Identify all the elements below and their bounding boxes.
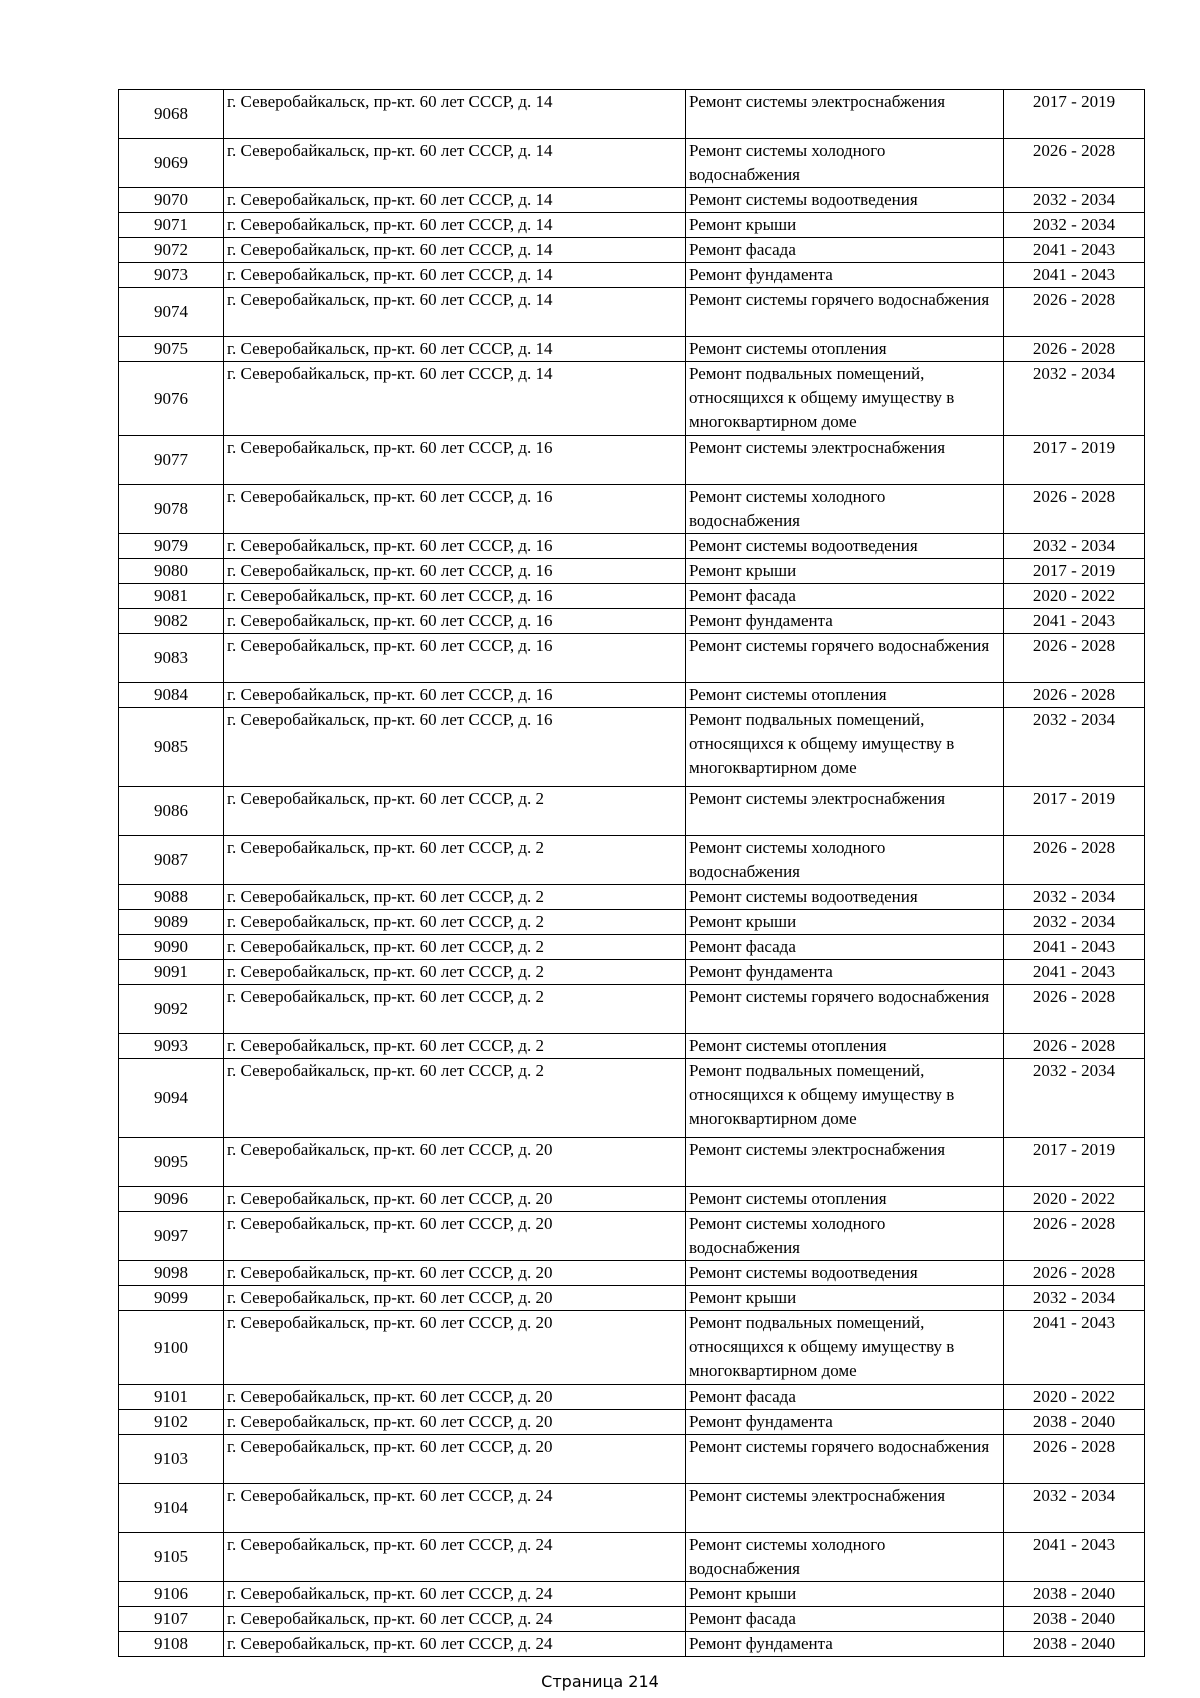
table-row xyxy=(119,90,1145,139)
period-cell: 2026 - 2028 xyxy=(1004,139,1145,188)
period-cell: 2032 - 2034 xyxy=(1004,1484,1145,1533)
row-number-cell: 9096 xyxy=(119,1187,224,1212)
table-row xyxy=(119,559,1145,584)
table-row xyxy=(119,1212,1145,1261)
row-number-cell: 9072 xyxy=(119,238,224,263)
address-cell: г. Северобайкальск, пр-кт. 60 лет СССР, д. 2 xyxy=(224,787,686,836)
work-type-cell: Ремонт системы холодного водоснабжения xyxy=(686,1212,1004,1261)
row-number-cell: 9086 xyxy=(119,787,224,836)
period-cell: 2026 - 2028 xyxy=(1004,1212,1145,1261)
address-cell: г. Северобайкальск, пр-кт. 60 лет СССР, д. 14 xyxy=(224,362,686,436)
period-cell: 2026 - 2028 xyxy=(1004,1435,1145,1484)
address-cell: г. Северобайкальск, пр-кт. 60 лет СССР, д. 2 xyxy=(224,910,686,935)
row-number-cell: 9079 xyxy=(119,534,224,559)
period-cell: 2041 - 2043 xyxy=(1004,263,1145,288)
table-row xyxy=(119,1632,1145,1657)
address-cell: г. Северобайкальск, пр-кт. 60 лет СССР, д. 14 xyxy=(224,139,686,188)
period-cell: 2038 - 2040 xyxy=(1004,1632,1145,1657)
period-cell: 2026 - 2028 xyxy=(1004,836,1145,885)
table-row xyxy=(119,362,1145,436)
work-type-cell: Ремонт фасада xyxy=(686,1607,1004,1632)
row-number-cell: 9074 xyxy=(119,288,224,337)
address-cell: г. Северобайкальск, пр-кт. 60 лет СССР, д. 16 xyxy=(224,534,686,559)
row-number-cell: 9078 xyxy=(119,485,224,534)
address-cell: г. Северобайкальск, пр-кт. 60 лет СССР, д. 20 xyxy=(224,1187,686,1212)
work-type-cell: Ремонт системы электроснабжения xyxy=(686,436,1004,485)
address-cell: г. Северобайкальск, пр-кт. 60 лет СССР, д. 2 xyxy=(224,1034,686,1059)
work-type-cell: Ремонт системы холодного водоснабжения xyxy=(686,836,1004,885)
address-cell: г. Северобайкальск, пр-кт. 60 лет СССР, д. 14 xyxy=(224,263,686,288)
address-cell: г. Северобайкальск, пр-кт. 60 лет СССР, д. 2 xyxy=(224,836,686,885)
table-row xyxy=(119,1484,1145,1533)
row-number-cell: 9068 xyxy=(119,90,224,139)
work-type-cell: Ремонт системы электроснабжения xyxy=(686,787,1004,836)
row-number-cell: 9081 xyxy=(119,584,224,609)
work-type-cell: Ремонт системы холодного водоснабжения xyxy=(686,139,1004,188)
work-type-cell: Ремонт системы водоотведения xyxy=(686,188,1004,213)
work-type-cell: Ремонт системы холодного водоснабжения xyxy=(686,485,1004,534)
period-cell: 2041 - 2043 xyxy=(1004,960,1145,985)
period-cell: 2041 - 2043 xyxy=(1004,238,1145,263)
work-type-cell: Ремонт крыши xyxy=(686,213,1004,238)
period-cell: 2032 - 2034 xyxy=(1004,910,1145,935)
table-row xyxy=(119,634,1145,683)
work-type-cell: Ремонт системы электроснабжения xyxy=(686,90,1004,139)
period-cell: 2017 - 2019 xyxy=(1004,436,1145,485)
address-cell: г. Северобайкальск, пр-кт. 60 лет СССР, д. 16 xyxy=(224,634,686,683)
table-row xyxy=(119,436,1145,485)
period-cell: 2026 - 2028 xyxy=(1004,485,1145,534)
table-row xyxy=(119,1138,1145,1187)
row-number-cell: 9080 xyxy=(119,559,224,584)
table-row xyxy=(119,1059,1145,1138)
work-type-cell: Ремонт системы горячего водоснабжения xyxy=(686,1435,1004,1484)
table-row xyxy=(119,683,1145,708)
address-cell: г. Северобайкальск, пр-кт. 60 лет СССР, д. 20 xyxy=(224,1311,686,1385)
address-cell: г. Северобайкальск, пр-кт. 60 лет СССР, д. 16 xyxy=(224,609,686,634)
period-cell: 2041 - 2043 xyxy=(1004,1311,1145,1385)
address-cell: г. Северобайкальск, пр-кт. 60 лет СССР, д. 20 xyxy=(224,1410,686,1435)
table-row xyxy=(119,836,1145,885)
period-cell: 2026 - 2028 xyxy=(1004,634,1145,683)
row-number-cell: 9105 xyxy=(119,1533,224,1582)
table-row xyxy=(119,1607,1145,1632)
row-number-cell: 9071 xyxy=(119,213,224,238)
work-type-cell: Ремонт крыши xyxy=(686,1286,1004,1311)
work-type-cell: Ремонт подвальных помещений, относящихся к общему имуществу в многоквартирном доме xyxy=(686,1311,1004,1385)
row-number-cell: 9085 xyxy=(119,708,224,787)
work-type-cell: Ремонт подвальных помещений, относящихся к общему имуществу в многоквартирном доме xyxy=(686,362,1004,436)
address-cell: г. Северобайкальск, пр-кт. 60 лет СССР, д. 2 xyxy=(224,960,686,985)
row-number-cell: 9094 xyxy=(119,1059,224,1138)
work-type-cell: Ремонт подвальных помещений, относящихся к общему имуществу в многоквартирном доме xyxy=(686,1059,1004,1138)
row-number-cell: 9098 xyxy=(119,1261,224,1286)
address-cell: г. Северобайкальск, пр-кт. 60 лет СССР, д. 14 xyxy=(224,213,686,238)
work-type-cell: Ремонт системы отопления xyxy=(686,1034,1004,1059)
table-row xyxy=(119,213,1145,238)
row-number-cell: 9104 xyxy=(119,1484,224,1533)
period-cell: 2020 - 2022 xyxy=(1004,1385,1145,1410)
work-type-cell: Ремонт фундамента xyxy=(686,960,1004,985)
address-cell: г. Северобайкальск, пр-кт. 60 лет СССР, д. 20 xyxy=(224,1138,686,1187)
table-row xyxy=(119,708,1145,787)
address-cell: г. Северобайкальск, пр-кт. 60 лет СССР, д. 16 xyxy=(224,485,686,534)
address-cell: г. Северобайкальск, пр-кт. 60 лет СССР, д. 16 xyxy=(224,708,686,787)
table-row xyxy=(119,1435,1145,1484)
table-row xyxy=(119,885,1145,910)
table-row xyxy=(119,534,1145,559)
period-cell: 2032 - 2034 xyxy=(1004,1286,1145,1311)
period-cell: 2032 - 2034 xyxy=(1004,213,1145,238)
period-cell: 2032 - 2034 xyxy=(1004,885,1145,910)
address-cell: г. Северобайкальск, пр-кт. 60 лет СССР, д. 14 xyxy=(224,337,686,362)
row-number-cell: 9073 xyxy=(119,263,224,288)
table-row xyxy=(119,1385,1145,1410)
work-type-cell: Ремонт системы горячего водоснабжения xyxy=(686,288,1004,337)
address-cell: г. Северобайкальск, пр-кт. 60 лет СССР, д. 20 xyxy=(224,1435,686,1484)
page-number: Страница 214 xyxy=(541,1672,659,1691)
address-cell: г. Северобайкальск, пр-кт. 60 лет СССР, д. 20 xyxy=(224,1385,686,1410)
address-cell: г. Северобайкальск, пр-кт. 60 лет СССР, д. 2 xyxy=(224,1059,686,1138)
row-number-cell: 9103 xyxy=(119,1435,224,1484)
row-number-cell: 9093 xyxy=(119,1034,224,1059)
work-type-cell: Ремонт системы электроснабжения xyxy=(686,1138,1004,1187)
row-number-cell: 9089 xyxy=(119,910,224,935)
row-number-cell: 9087 xyxy=(119,836,224,885)
address-cell: г. Северобайкальск, пр-кт. 60 лет СССР, д. 16 xyxy=(224,584,686,609)
table-row xyxy=(119,1034,1145,1059)
period-cell: 2032 - 2034 xyxy=(1004,708,1145,787)
row-number-cell: 9095 xyxy=(119,1138,224,1187)
table-row xyxy=(119,985,1145,1034)
table-row xyxy=(119,1410,1145,1435)
period-cell: 2041 - 2043 xyxy=(1004,1533,1145,1582)
period-cell: 2038 - 2040 xyxy=(1004,1607,1145,1632)
work-type-cell: Ремонт системы горячего водоснабжения xyxy=(686,634,1004,683)
table-row xyxy=(119,288,1145,337)
address-cell: г. Северобайкальск, пр-кт. 60 лет СССР, д. 16 xyxy=(224,559,686,584)
period-cell: 2038 - 2040 xyxy=(1004,1410,1145,1435)
address-cell: г. Северобайкальск, пр-кт. 60 лет СССР, д. 24 xyxy=(224,1484,686,1533)
table-row xyxy=(119,1311,1145,1385)
address-cell: г. Северобайкальск, пр-кт. 60 лет СССР, д. 14 xyxy=(224,288,686,337)
table-row xyxy=(119,787,1145,836)
row-number-cell: 9100 xyxy=(119,1311,224,1385)
table-row xyxy=(119,609,1145,634)
work-type-cell: Ремонт крыши xyxy=(686,910,1004,935)
table-row xyxy=(119,1187,1145,1212)
work-type-cell: Ремонт системы холодного водоснабжения xyxy=(686,1533,1004,1582)
period-cell: 2020 - 2022 xyxy=(1004,1187,1145,1212)
address-cell: г. Северобайкальск, пр-кт. 60 лет СССР, д. 16 xyxy=(224,683,686,708)
table-row xyxy=(119,1533,1145,1582)
table-row xyxy=(119,1261,1145,1286)
address-cell: г. Северобайкальск, пр-кт. 60 лет СССР, д. 2 xyxy=(224,935,686,960)
address-cell: г. Северобайкальск, пр-кт. 60 лет СССР, д. 24 xyxy=(224,1582,686,1607)
period-cell: 2041 - 2043 xyxy=(1004,935,1145,960)
period-cell: 2017 - 2019 xyxy=(1004,559,1145,584)
work-type-cell: Ремонт системы водоотведения xyxy=(686,534,1004,559)
work-type-cell: Ремонт системы электроснабжения xyxy=(686,1484,1004,1533)
table-row xyxy=(119,188,1145,213)
period-cell: 2032 - 2034 xyxy=(1004,534,1145,559)
work-type-cell: Ремонт фундамента xyxy=(686,609,1004,634)
table-row xyxy=(119,263,1145,288)
table-row xyxy=(119,584,1145,609)
row-number-cell: 9076 xyxy=(119,362,224,436)
address-cell: г. Северобайкальск, пр-кт. 60 лет СССР, д. 14 xyxy=(224,188,686,213)
address-cell: г. Северобайкальск, пр-кт. 60 лет СССР, д. 24 xyxy=(224,1607,686,1632)
table-row xyxy=(119,935,1145,960)
work-type-cell: Ремонт системы отопления xyxy=(686,683,1004,708)
row-number-cell: 9102 xyxy=(119,1410,224,1435)
row-number-cell: 9075 xyxy=(119,337,224,362)
row-number-cell: 9077 xyxy=(119,436,224,485)
table-row xyxy=(119,1582,1145,1607)
row-number-cell: 9091 xyxy=(119,960,224,985)
table-row xyxy=(119,337,1145,362)
period-cell: 2020 - 2022 xyxy=(1004,584,1145,609)
address-cell: г. Северобайкальск, пр-кт. 60 лет СССР, д. 20 xyxy=(224,1212,686,1261)
address-cell: г. Северобайкальск, пр-кт. 60 лет СССР, д. 2 xyxy=(224,985,686,1034)
table-row xyxy=(119,960,1145,985)
address-cell: г. Северобайкальск, пр-кт. 60 лет СССР, д. 2 xyxy=(224,885,686,910)
work-type-cell: Ремонт системы отопления xyxy=(686,337,1004,362)
work-type-cell: Ремонт фасада xyxy=(686,584,1004,609)
period-cell: 2026 - 2028 xyxy=(1004,337,1145,362)
address-cell: г. Северобайкальск, пр-кт. 60 лет СССР, д. 14 xyxy=(224,90,686,139)
work-type-cell: Ремонт подвальных помещений, относящихся к общему имуществу в многоквартирном доме xyxy=(686,708,1004,787)
address-cell: г. Северобайкальск, пр-кт. 60 лет СССР, д. 20 xyxy=(224,1261,686,1286)
row-number-cell: 9082 xyxy=(119,609,224,634)
table-row xyxy=(119,485,1145,534)
table-row xyxy=(119,910,1145,935)
work-type-cell: Ремонт фасада xyxy=(686,1385,1004,1410)
address-cell: г. Северобайкальск, пр-кт. 60 лет СССР, д. 14 xyxy=(224,238,686,263)
work-type-cell: Ремонт фундамента xyxy=(686,1410,1004,1435)
works-table-body xyxy=(119,90,1145,1657)
period-cell: 2026 - 2028 xyxy=(1004,288,1145,337)
period-cell: 2026 - 2028 xyxy=(1004,1034,1145,1059)
period-cell: 2041 - 2043 xyxy=(1004,609,1145,634)
work-type-cell: Ремонт крыши xyxy=(686,559,1004,584)
row-number-cell: 9084 xyxy=(119,683,224,708)
table-row xyxy=(119,238,1145,263)
work-type-cell: Ремонт системы водоотведения xyxy=(686,885,1004,910)
row-number-cell: 9090 xyxy=(119,935,224,960)
row-number-cell: 9107 xyxy=(119,1607,224,1632)
period-cell: 2032 - 2034 xyxy=(1004,362,1145,436)
work-type-cell: Ремонт фундамента xyxy=(686,263,1004,288)
row-number-cell: 9088 xyxy=(119,885,224,910)
period-cell: 2026 - 2028 xyxy=(1004,1261,1145,1286)
work-type-cell: Ремонт крыши xyxy=(686,1582,1004,1607)
period-cell: 2017 - 2019 xyxy=(1004,1138,1145,1187)
work-type-cell: Ремонт системы горячего водоснабжения xyxy=(686,985,1004,1034)
row-number-cell: 9070 xyxy=(119,188,224,213)
period-cell: 2017 - 2019 xyxy=(1004,787,1145,836)
work-type-cell: Ремонт фасада xyxy=(686,935,1004,960)
period-cell: 2038 - 2040 xyxy=(1004,1582,1145,1607)
period-cell: 2032 - 2034 xyxy=(1004,188,1145,213)
table-row xyxy=(119,139,1145,188)
row-number-cell: 9092 xyxy=(119,985,224,1034)
work-type-cell: Ремонт системы водоотведения xyxy=(686,1261,1004,1286)
address-cell: г. Северобайкальск, пр-кт. 60 лет СССР, д. 20 xyxy=(224,1286,686,1311)
row-number-cell: 9083 xyxy=(119,634,224,683)
work-type-cell: Ремонт фасада xyxy=(686,238,1004,263)
row-number-cell: 9097 xyxy=(119,1212,224,1261)
row-number-cell: 9108 xyxy=(119,1632,224,1657)
address-cell: г. Северобайкальск, пр-кт. 60 лет СССР, д. 24 xyxy=(224,1632,686,1657)
period-cell: 2026 - 2028 xyxy=(1004,683,1145,708)
row-number-cell: 9106 xyxy=(119,1582,224,1607)
row-number-cell: 9069 xyxy=(119,139,224,188)
address-cell: г. Северобайкальск, пр-кт. 60 лет СССР, д. 24 xyxy=(224,1533,686,1582)
period-cell: 2032 - 2034 xyxy=(1004,1059,1145,1138)
row-number-cell: 9099 xyxy=(119,1286,224,1311)
table-row xyxy=(119,1286,1145,1311)
period-cell: 2026 - 2028 xyxy=(1004,985,1145,1034)
row-number-cell: 9101 xyxy=(119,1385,224,1410)
work-type-cell: Ремонт системы отопления xyxy=(686,1187,1004,1212)
address-cell: г. Северобайкальск, пр-кт. 60 лет СССР, д. 16 xyxy=(224,436,686,485)
work-type-cell: Ремонт фундамента xyxy=(686,1632,1004,1657)
works-table xyxy=(118,89,1145,1657)
period-cell: 2017 - 2019 xyxy=(1004,90,1145,139)
